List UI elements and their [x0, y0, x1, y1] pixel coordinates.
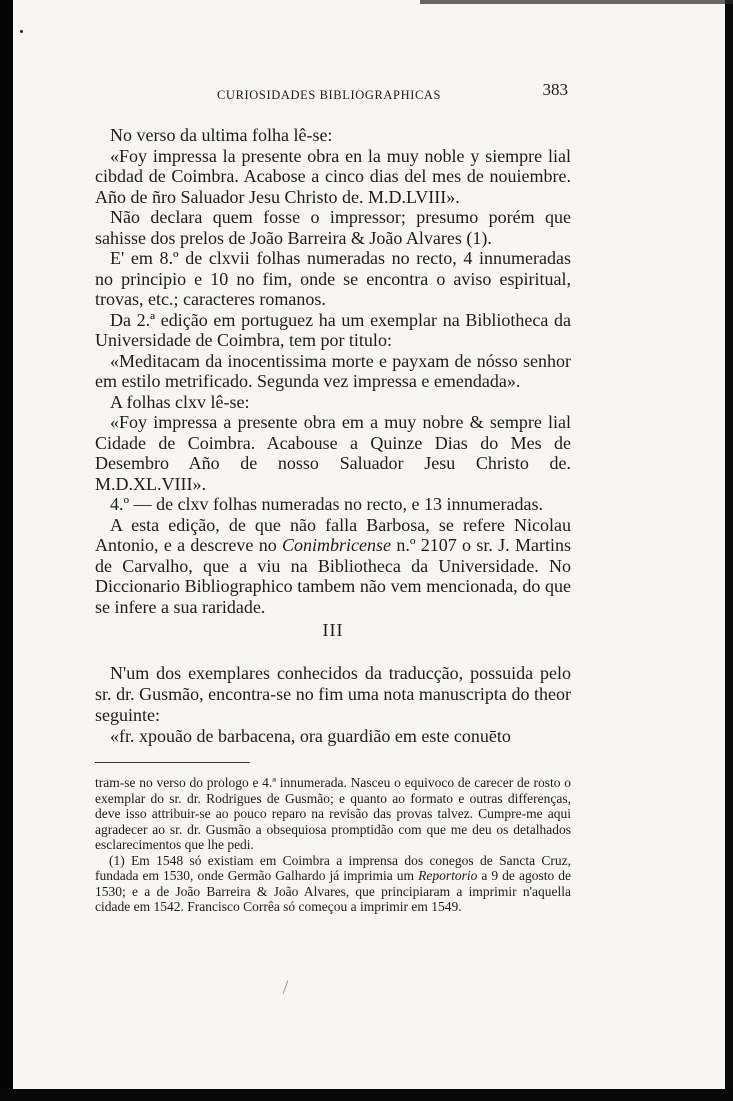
section-heading: III [322, 620, 344, 640]
main-text [95, 125, 571, 617]
scan-border-left [0, 0, 13, 1101]
paragraph: 4.º — de clxv folhas numeradas no recto, e 13 innumeradas. [110, 494, 543, 514]
text-run: a 9 de agosto de 1530; e a de João Barreira & João Alvares, que principiaram a imprimir n'aquella cidade em 1542. Francisco Corrêa só começou a imprimir em 1549. [95, 868, 571, 914]
journal-title: Conimbricense [282, 535, 392, 555]
paragraph: A folhas clxv lê-se: [110, 391, 250, 412]
scan-border-right [725, 0, 733, 1101]
pencil-mark [283, 980, 289, 993]
footnote [95, 853, 571, 915]
footnote-divider [95, 762, 250, 763]
page-number: 383 [542, 80, 568, 99]
section-text [95, 663, 571, 747]
footnote-continuation: tram-se no verso do prologo e 4.ª innumerada. Nasceu o equivoco de carecer de rosto o exemplar do sr. dr. Rodrigues de Gusmão; e quanto ao formato e outras differenças, deve isso attribuir-se ao pouco reparo na revisão das provas talvez. Cumpre-me aqui agradecer ao sr. dr. Gusmão a obsequiosa promptidão com que me deu os detalhados esclarecimentos que lhe pedi. [95, 775, 571, 852]
scan-speck [20, 30, 23, 33]
quotation: «fr. xpouão de barbacena, ora guardião em este conuēto [110, 726, 511, 746]
scan-border-top [420, 0, 733, 4]
paragraph: Da 2.ª edição em portuguez ha um exemplar na Bibliotheca da Universidade de Coimbra, tem por titulo: [95, 309, 571, 350]
paragraph: No verso da ultima folha lê-se: [110, 125, 333, 145]
text-run: (1) Em 1548 só existiam em Coimbra a imprensa dos conegos de Sancta Cruz, fundada em 1530, onde Germão Galhardo já imprimia um [95, 852, 571, 883]
quotation: «Foy impressa la presente obra en la muy noble y siempre lial cibdad de Coimbra. Acabose a cinco dias del mes de nouiembre. Año de ñro Saluador Jesu Christo de. M.D.LVIII». [95, 145, 571, 207]
footnotes [95, 775, 571, 915]
paragraph: E' em 8.º de clxvii folhas numeradas no recto, 4 innumeradas no principio e 10 no fim, onde se encontra o aviso espiritual, trovas, etc.; caracteres romanos. [95, 248, 571, 309]
paragraph: Não declara quem fosse o impressor; presumo porém que sahisse dos prelos de João Barreira & João Alvares (1). [95, 207, 571, 248]
page-header [95, 78, 570, 104]
text-run: n.º 2107 o sr. J. Martins de Carvalho, que a viu na Bibliotheca da Universidade. No Diccionario Bibliographico tambem não vem mencionada, do que se infere a sua raridade. [95, 535, 572, 617]
text-run: A esta edição, de que não falla Barbosa, se refere Nicolau Antonio, e a descreve no [95, 514, 571, 555]
quotation: «Meditacam da inocentissima morte e payxam de nósso senhor em estilo metrificado. Segunda vez impressa e emendada». [95, 350, 571, 391]
quotation: «Foy impressa a presente obra em a muy nobre & sempre lial Cidade de Coimbra. Acabouse a Quinze Dias do Mes de Desembro Año de nosso Saluador Jesu Christo de. M.D.XL.VIII». [95, 412, 571, 494]
book-title: Reportorio [418, 868, 478, 883]
running-head: CURIOSIDADES BIBLIOGRAPHICAS [217, 88, 442, 102]
paragraph [95, 515, 571, 618]
paragraph: N'um dos exemplares conhecidos da traducção, possuida pelo sr. dr. Gusmão, encontra-se no fim uma nota manuscripta do theor seguinte: [95, 663, 571, 725]
scan-border-bottom [0, 1089, 733, 1101]
